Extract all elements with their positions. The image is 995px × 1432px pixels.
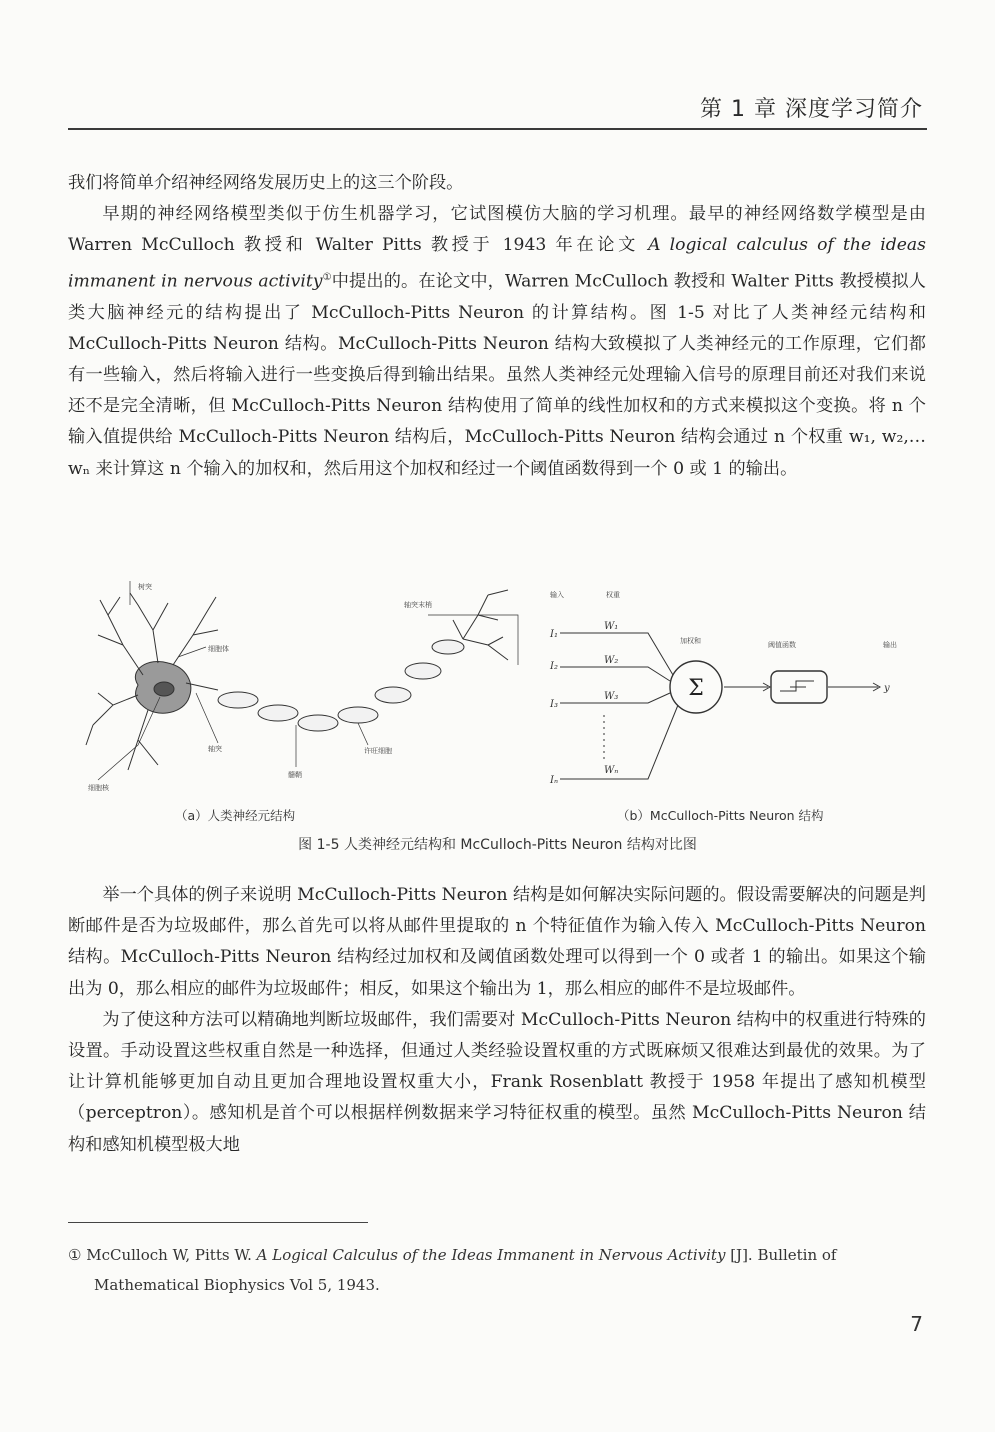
footnote-mark: ①	[68, 1246, 82, 1264]
footnote-rule	[68, 1222, 368, 1223]
footnote-authors: McCulloch W, Pitts W.	[81, 1246, 257, 1264]
input-n: Iₙ	[550, 775, 559, 786]
dendrite-1	[98, 597, 143, 675]
leader-axon	[196, 693, 218, 743]
footnote	[68, 1240, 926, 1300]
paragraph-3: 举一个具体的例子来说明 McCulloch-Pitts Neuron 结构是如何解决实际问题的。假设需要解决的问题是判断邮件是否为垃圾邮件，那么首先可以将从邮件里提取的 n 个特征值作为输入传入 McCulloch-Pitts Neuron 结构。McCulloch-Pitts Neuron 结构经过加权和及阈值函数处理可以得到一个 0 或者 1 的输出。如果这个输出为 0，那么相应的邮件为垃圾邮件；相反，如果这个输出为 1，那么相应的邮件不是垃圾邮件。	[68, 885, 926, 999]
weight-3: W₃	[604, 691, 619, 702]
label-weighted-sum: 加权和	[680, 637, 701, 645]
label-inputs: 输入	[550, 591, 564, 599]
leader-schwann	[358, 723, 368, 745]
paragraph-2-part-b: 中提出的。在论文中，Warren McCulloch 教授和 Walter Pitts 教授模拟人类大脑神经元的结构提出了 McCulloch-Pitts Neuron 的计算结构。图 1-5 对比了人类神经元结构和 McCulloch-Pitts Neuron 结构。McCulloch-Pitts Neuron 结构大致模拟了人类神经元的工作原理，它们都有一些输入，然后将输入进行一些变换后得到输出结果。虽然人类神经元处理输入信号的原理目前还对我们来说还不是完全清晰，但 McCulloch-Pitts Neuron 结构使用了简单的线性加权和的方式来模拟这个变换。将 n 个输入值提供给 McCulloch-Pitts Neuron 结构后，McCulloch-Pitts Neuron 结构会通过 n 个权重 w₁, w₂,…wₙ 来计算这 n 个输入的加权和，然后用这个加权和经过一个阈值函数得到一个 0 或 1 的输出。	[68, 271, 926, 479]
paper-title: A logical calculus of the ideas immanent in nervous activity	[68, 235, 926, 292]
step-function-icon	[780, 681, 814, 691]
output-y: y	[884, 683, 890, 694]
footnote-title: A Logical Calculus of the Ideas Immanent in Nervous Activity	[256, 1246, 726, 1264]
label-axon: 轴突	[208, 745, 222, 753]
body-lower	[68, 880, 926, 1161]
label-weights: 权重	[606, 591, 620, 599]
footnote-rest: [J]. Bulletin of	[725, 1246, 837, 1264]
figure-1-5-drawing	[68, 575, 926, 810]
footnote-ref: ①	[322, 271, 332, 283]
dendrite-4	[86, 693, 138, 745]
dendrite-3	[173, 597, 218, 665]
dendrite-5	[128, 710, 158, 770]
label-nucleus: 细胞核	[88, 784, 109, 792]
caption-b: （b）McCulloch-Pitts Neuron 结构	[617, 808, 824, 823]
myelin-sheath	[218, 640, 464, 731]
paragraph-1: 我们将简单介绍神经网络发展历史上的这三个阶段。	[68, 173, 464, 193]
header-rule	[68, 128, 927, 130]
label-dendrite: 树突	[138, 583, 152, 591]
paragraph-2	[68, 199, 926, 485]
label-schwann: 许旺细胞	[364, 747, 392, 755]
input-1: I₁	[550, 629, 558, 640]
label-axon-terminal: 轴突末梢	[404, 601, 432, 609]
paragraph-4: 为了使这种方法可以精确地判断垃圾邮件，我们需要对 McCulloch-Pitts Neuron 结构中的权重进行特殊的设置。手动设置这些权重自然是一种选择，但通过人类经验设置权重的方式既麻烦又很难达到最优的效果。为了让计算机能够更加自动且更加合理地设置权重大小，Frank Rosenblatt 教授于 1958 年提出了感知机模型（perceptron）。感知机是首个可以根据样例数据来学习特征权重的模型。虽然 McCulloch-Pitts Neuron 结构和感知机模型极大地	[68, 1009, 926, 1155]
weight-2: W₂	[604, 655, 619, 666]
footnote-line-2: Mathematical Biophysics Vol 5, 1943.	[94, 1276, 380, 1294]
footnote-line-1	[68, 1240, 926, 1270]
page-number: 7	[910, 1312, 923, 1336]
label-cell-body: 细胞体	[208, 645, 229, 653]
body-upper	[68, 168, 926, 485]
dendrite-2	[130, 593, 168, 663]
input-2: I₂	[550, 661, 558, 672]
label-output: 输出	[883, 641, 897, 649]
label-myelin: 髓鞘	[288, 771, 302, 779]
label-threshold: 阈值函数	[768, 641, 796, 649]
sigma-symbol: Σ	[688, 676, 704, 701]
nucleus-shape	[154, 682, 174, 696]
weight-1: W₁	[604, 621, 619, 632]
paragraph-2-part-a: 早期的神经网络模型类似于仿生机器学习，它试图模仿大脑的学习机理。最早的神经网络数学模型是由 Warren McCulloch 教授和 Walter Pitts 教授于 1943 年在论文	[68, 204, 926, 256]
neuron-diagram	[86, 581, 518, 780]
figure-1-5	[68, 575, 926, 810]
figure-title: 图 1-5 人类神经元结构和 McCulloch-Pitts Neuron 结构对比图	[298, 837, 697, 853]
caption-a: （a）人类神经元结构	[175, 808, 296, 823]
edge-1	[560, 633, 673, 675]
edge-2	[560, 667, 670, 681]
weight-n: Wₙ	[604, 765, 619, 776]
input-3: I₃	[550, 699, 558, 710]
chapter-header: 第 1 章 深度学习简介	[700, 97, 923, 122]
edge-n	[560, 705, 678, 779]
